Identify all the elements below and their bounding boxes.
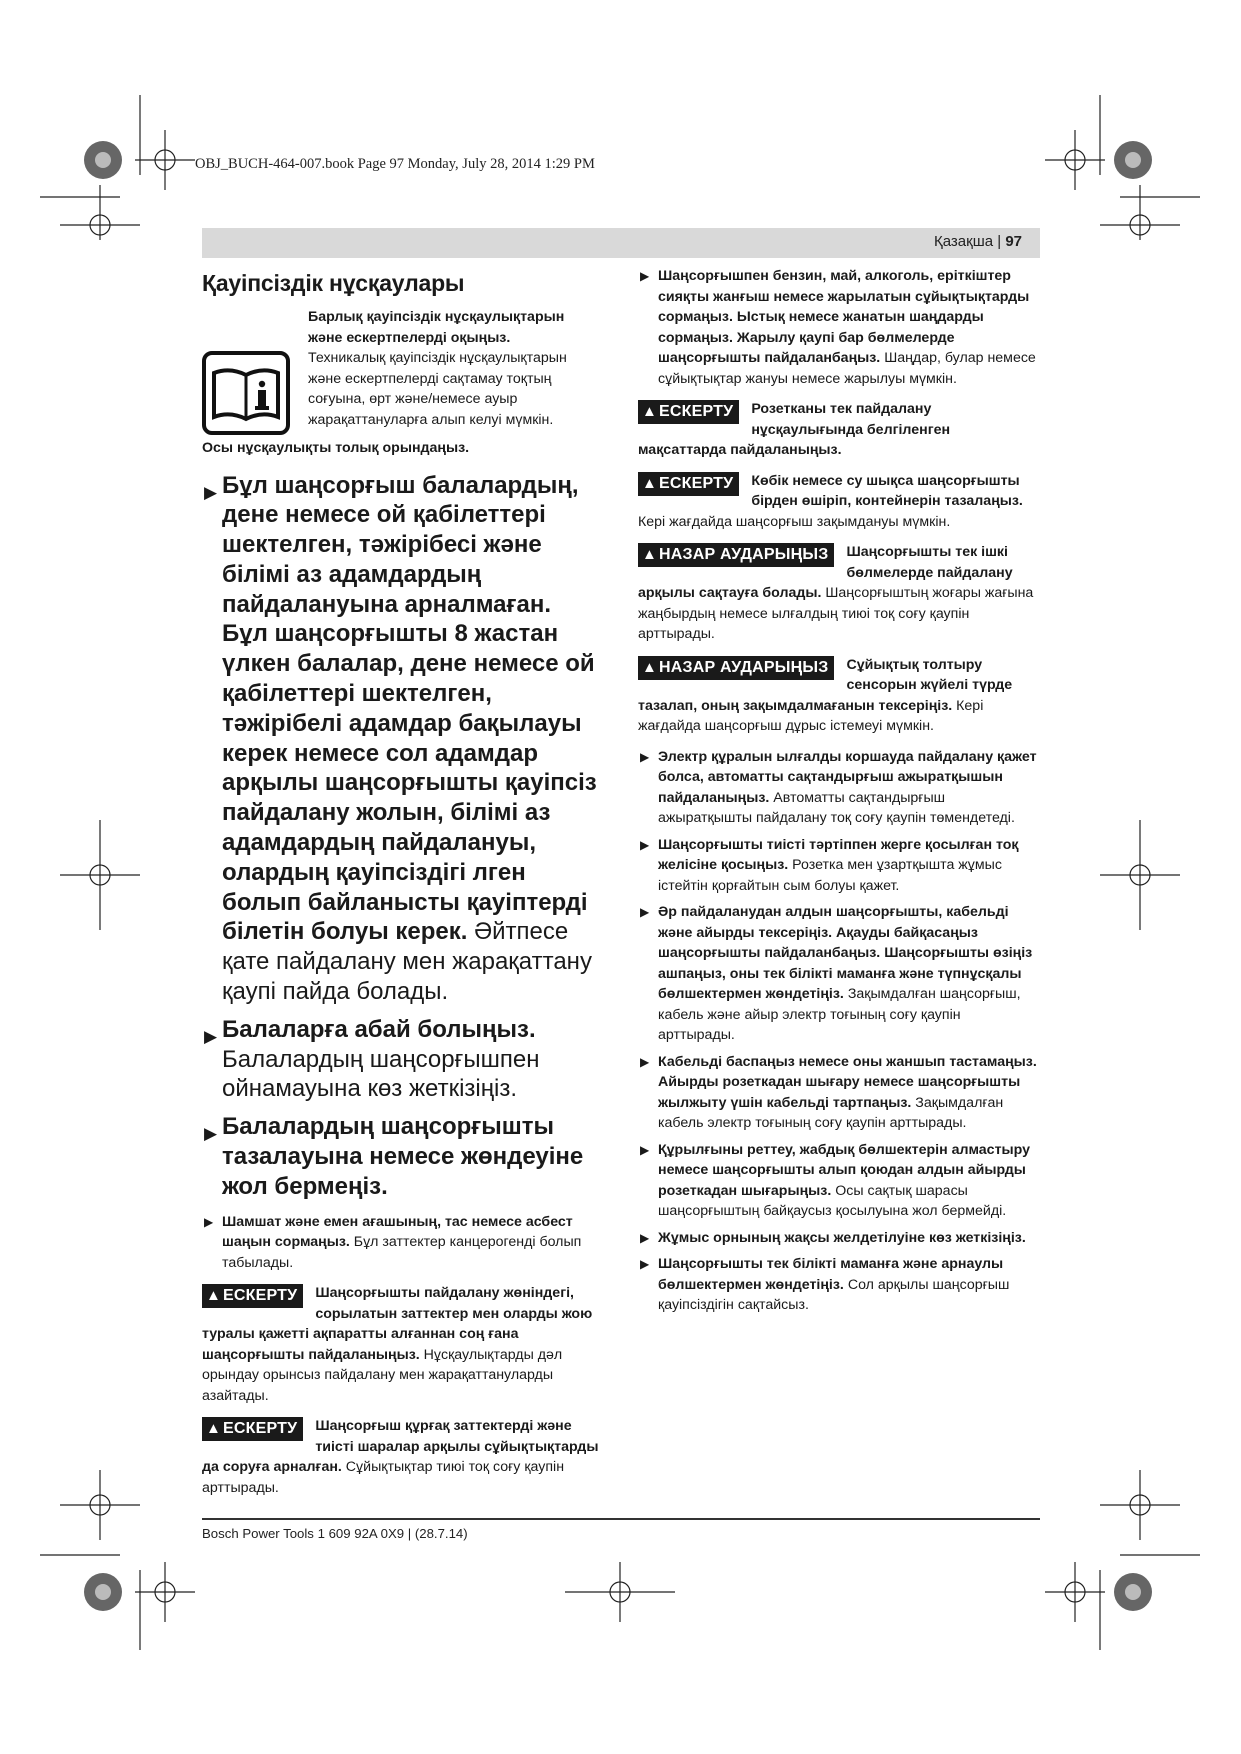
big1-bold: Бұл шаңсорғыш балалардың, дене немесе ой қабілеттері шектелген, тәжірібесі және білімі аз адамдардың пайдалануына арналмаған. Бұл шаңсорғышты 8 жастан үлкен балалар, дене немесе ой қабілеттері шектелген, тәжірібелі адамдар бақылауы керек немесе сол адамдар арқылы шаңсорғышты қауіпсіз пайдалану жолын, білімі аз адамдардың пайдалануы, олардың қауіпсіздігі лген болып байланысты қауіптерді білетін болуы керек. xyxy=(222,471,597,946)
bullet-flammable xyxy=(638,266,1040,389)
r2-bold: Электр құралын ылғалды коршауда пайдалану қажет болса, автоматты сақтандырғыш ажыратқышын пайдаланыңыз. xyxy=(658,748,1037,806)
bullet-cable xyxy=(638,1052,1040,1134)
bullet-dust xyxy=(202,1212,600,1274)
bullet-arrow-icon: ▶ xyxy=(204,1026,218,1046)
r8-normal: Сол арқылы шаңсорғыш қауіпсіздігін сақтайсыз. xyxy=(658,1276,1010,1313)
header-language: Қазақша xyxy=(934,233,994,250)
bullet-arrow-icon: ▶ xyxy=(640,269,650,283)
big-bullet-cleaning xyxy=(202,1112,600,1201)
warning-triangle-icon: ▲ xyxy=(642,546,658,563)
section-title: Қауіпсіздік нұсқаулары xyxy=(202,270,465,296)
intro-block xyxy=(202,307,600,430)
bullet-arrow-icon: ▶ xyxy=(640,837,650,852)
keep-instructions-note: Осы нұсқаулықты толық орындаңыз. xyxy=(202,440,470,456)
footer-text: Bosch Power Tools 1 609 92A 0X9 | (28.7.14) xyxy=(202,1526,468,1541)
bullet-arrow-icon: ▶ xyxy=(204,1214,214,1229)
r8-bold: Шаңсорғышты тек білікті маманға және арнаулы бөлшектермен жөндетіңіз. xyxy=(658,1256,1004,1293)
warning-badge: ▲ ЕСКЕРТУ xyxy=(638,400,739,424)
r5-normal: Зақымдалған кабель электр тоғының соғу қаупін арттырады. xyxy=(658,1094,1004,1131)
r1-bold: Шаңсорғышпен бензин, май, алкоголь, еріткіштер сияқты жанғыш немесе жарылатын сұйықтықтарды сормаңыз. Ыстық немесе жанатын шаңдарды сормаңыз. Жарылу қаупі бар бөлмелерде шаңсорғышты пайдаланбаңыз. xyxy=(658,268,1030,366)
bullet-arrow-icon: ▶ xyxy=(204,482,218,502)
bullet-unplug xyxy=(638,1140,1040,1222)
r4-normal: Зақымдалған шаңсорғыш, кабель және айыр электр тоғының соғу қаупін арттырады. xyxy=(658,986,1021,1043)
bullet-repair xyxy=(638,1254,1040,1316)
warning-triangle-icon: ▲ xyxy=(642,474,658,492)
b1-normal: Бұл заттектер канцерогенді болып табылады. xyxy=(222,1234,582,1271)
r5-bold: Кабельді баспаңыз немесе оны жаншып тастамаңыз. Айырды розеткадан шығару немесе шаңсорғышты жылжыту үшін кабельді тартпаңыз. xyxy=(658,1053,1037,1111)
r7-bold: Жұмыс орнының жақсы желдетілуіне көз жеткізіңіз. xyxy=(658,1229,1026,1246)
big2-bold: Балаларға абай болыңыз. xyxy=(222,1015,536,1043)
print-header: OBJ_BUCH-464-007.book Page 97 Monday, July 28, 2014 1:29 PM xyxy=(195,156,595,172)
w4-normal: Кері жағдайда шаңсорғыш зақымдануы мүмкін. xyxy=(638,513,951,530)
w1-normal: Нұсқаулықтарды дәл орындау орынсыз пайдалану мен жарақаттануларды азайтады. xyxy=(202,1346,563,1404)
warning-triangle-icon: ▲ xyxy=(206,1287,222,1305)
r6-bold: Құрылғыны реттеу, жабдық бөлшектерін алмастыру немесе шаңсорғышты алып қоюдан алдын айырды розеткадан шығарыңыз. xyxy=(658,1141,1031,1199)
w2-bold: Шаңсорғыш құрғақ заттектерді және тиісті шаралар арқылы сұйықтықтарды да соруға арналған. xyxy=(202,1418,599,1476)
right-column xyxy=(638,264,1040,1316)
warning-badge: ▲ ЕСКЕРТУ xyxy=(638,472,739,496)
page-header-bar xyxy=(202,228,1040,258)
caution-block-1 xyxy=(638,542,1040,645)
r6-normal: Осы сақтық шарасы шаңсорғыштың байқаусыз қосылуына жол бермейді. xyxy=(658,1182,1007,1219)
r1-normal: Шаңдар, булар немесе сұйықтықтар жануы немесе жарылуы мүмкін. xyxy=(658,350,1036,387)
big3-bold: Балалардың шаңсорғышты тазалауына немесе жөндеуіне жол бермеңіз. xyxy=(222,1113,584,1200)
page-number: 97 xyxy=(1005,233,1022,250)
warning-block-4 xyxy=(638,471,1040,533)
bullet-inspect xyxy=(638,902,1040,1046)
warning-badge: ▲ ЕСКЕРТУ xyxy=(202,1417,303,1441)
w3-bold: Розетканы тек пайдалану нұсқаулығында белгіленген мақсаттарда пайдаланыңыз. xyxy=(638,401,951,458)
bullet-arrow-icon: ▶ xyxy=(640,1257,650,1271)
bullet-arrow-icon: ▶ xyxy=(640,1142,650,1157)
caution-badge: ▲ НАЗАР АУДАРЫҢЫЗ xyxy=(638,543,834,567)
left-column xyxy=(202,264,600,1498)
bullet-grounding xyxy=(638,835,1040,897)
header-separator: | xyxy=(993,233,1006,250)
big2-normal: Балалардың шаңсорғышпен ойнамауына көз жеткізіңіз. xyxy=(222,1045,540,1103)
warning-block-1 xyxy=(202,1283,600,1406)
intro-bold: Барлық қауіпсіздік нұсқаулықтарын және ескертпелерді оқыңыз. xyxy=(308,309,565,346)
w4-bold: Көбік немесе су шықса шаңсорғышты бірден өшіріп, контейнерін тазалаңыз. xyxy=(751,472,1023,509)
page-header xyxy=(934,233,1022,250)
warning-triangle-icon: ▲ xyxy=(206,1420,222,1438)
bullet-arrow-icon: ▶ xyxy=(640,1054,650,1069)
bullet-ventilation xyxy=(638,1228,1040,1249)
bullet-arrow-icon: ▶ xyxy=(640,905,650,919)
w5-bold: Шаңсорғышты тек ішкі бөлмелерде пайдалану арқылы сақтауға болады. xyxy=(638,544,1013,601)
warning-block-3 xyxy=(638,399,1040,461)
warning-badge: ▲ ЕСКЕРТУ xyxy=(202,1284,303,1308)
warning-triangle-icon: ▲ xyxy=(642,658,658,676)
bullet-arrow-icon: ▶ xyxy=(640,1230,650,1245)
caution-block-2 xyxy=(638,655,1040,737)
r2-normal: Автоматты сақтандырғыш ажыратқышты пайдалану тоқ соғу қаупін төмендетеді. xyxy=(658,789,1015,826)
w6-bold: Сұйықтық толтыру сенсорын жүйелі түрде тазалап, оның зақымдалмағанын тексеріңіз. xyxy=(638,656,1013,714)
w2-normal: Сұйықтықтар тиюі тоқ соғу қаупін арттырады. xyxy=(202,1459,565,1496)
r3-normal: Розетка мен ұзартқышта жұмыс істейтін қорғайтын сым болуы қажет. xyxy=(658,857,1002,894)
footer-rule xyxy=(202,1518,1040,1520)
big-bullet-children xyxy=(202,471,600,1007)
w5-normal: Шаңсорғыштың жоғары жағына жаңбырдың немесе ылғалдың тиюі тоқ соғу қаупін арттырады. xyxy=(638,585,1034,642)
manual-info-icon xyxy=(202,351,290,435)
r4-bold: Әр пайдаланудан алдын шаңсорғышты, кабельді және айырды тексеріңіз. Ақауды байқасаңыз шаңсорғышты пайдаланбаңыз. Шаңсорғышты өзіңіз ашпаңыз, оны тек білікті маманға және түпнұсқалы бөлшектермен жөндетіңіз. xyxy=(658,904,1033,1002)
intro-normal: Техникалық қауіпсіздік нұсқаулықтарын және ескертпелерді сақтамау тоқтың соғуына, өрт және/немесе ауыр жарақаттануларға алып келуі мүмкін. xyxy=(308,350,567,428)
r3-bold: Шаңсорғышты тиісті тәртіппен жерге қосылған тоқ желісіне қосыңыз. xyxy=(658,836,1019,873)
w6-normal: Кері жағдайда шаңсорғыш дұрыс істемеуі мүмкін. xyxy=(638,697,984,734)
intro-text xyxy=(308,307,600,430)
big1-normal: Әйтпесе қате пайдалану мен жарақаттану қаупі пайда болады. xyxy=(222,918,592,1006)
b1-bold: Шамшат және емен ағашының, тас немесе асбест шаңын сормаңыз. xyxy=(222,1213,573,1251)
big-bullet-supervise xyxy=(202,1015,600,1104)
w1-bold: Шаңсорғышты пайдалану жөніндегі, сорылатын заттектер мен оларды жою туралы қажетті ақпаратты алғаннан соң ғана шаңсорғышты пайдаланыңыз. xyxy=(202,1285,593,1363)
bullet-rcd xyxy=(638,747,1040,829)
warning-triangle-icon: ▲ xyxy=(642,403,658,420)
caution-badge: ▲ НАЗАР АУДАРЫҢЫЗ xyxy=(638,656,834,680)
bullet-arrow-icon: ▶ xyxy=(204,1124,218,1144)
warning-block-2 xyxy=(202,1416,600,1498)
bullet-arrow-icon: ▶ xyxy=(640,749,650,764)
